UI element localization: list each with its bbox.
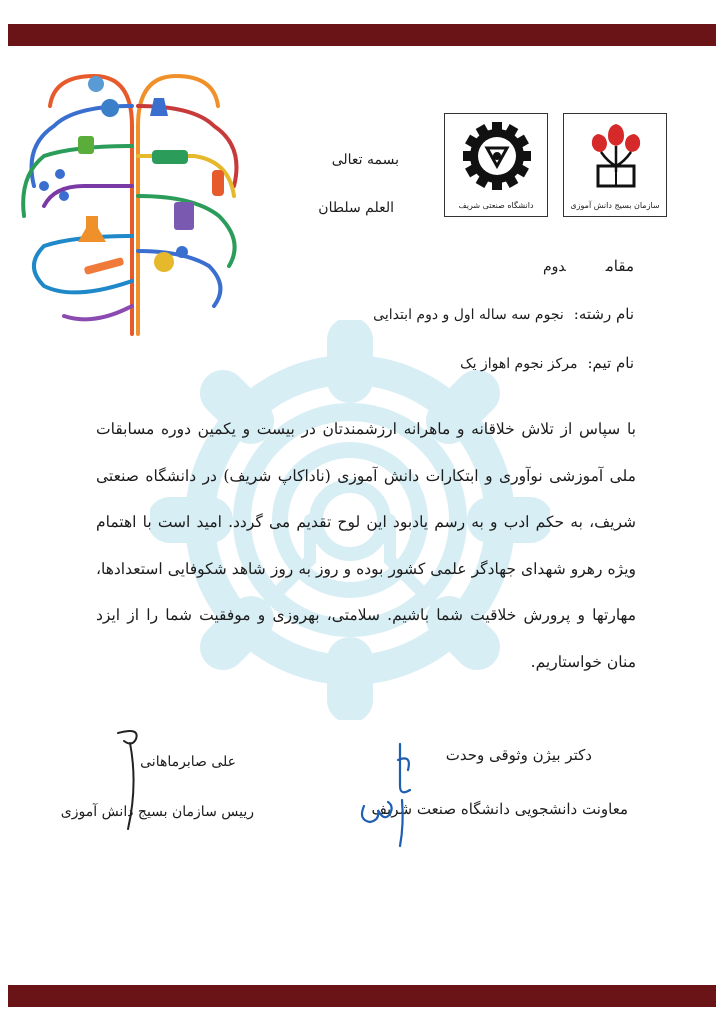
team-label: نام تیم: [587,354,634,372]
rank-row [543,257,634,275]
rank-value: دوم [542,259,566,275]
invocation-bismillah: بسمه تعالی [331,152,399,168]
right-signatory-name: دکتر بیژن وثوقی وحدت [445,746,592,764]
invocation-motto: العلم سلطان [318,200,394,216]
certificate-body-text: با سپاس از تلاش خلاقانه و ماهرانه ارزشمندتان در بیست و یکمین دوره مسابقات ملی آموزشی نوآوری و ابتکارات دانش آموزی (ناداکاپ شریف) در دانشگاه صنعتی شریف، به حکم ادب و به رسم یادبود این لوح تقدیم می گردد. امید است با اهتمام ویژه رهرو شهدای جهادگر علمی کشور بوده و روز به روز شاهد شکوفایی استعدادها، مهارتها و پرورش خلاقیت شما باشیم. سلامتی، بهروزی و موفقیت شما را از ایزد منان خواستاریم. [96,420,636,671]
left-signatory-title: رییس سازمان بسیج دانش آموزی [60,804,254,820]
field-row [373,305,634,323]
basij-organization-logo [563,113,667,217]
field-value: نجوم سه ساله اول و دوم ابتدایی [373,307,564,323]
field-label: نام رشته: [573,305,634,323]
rank-label: مقام [605,257,634,275]
top-border-bar [8,24,716,46]
sharif-university-logo [444,113,548,217]
basij-logo-caption: سازمان بسیج دانش آموزی [570,201,660,210]
sharif-gear-emblem-icon [445,114,549,194]
team-value: مرکز نجوم اهواز یک [460,356,578,372]
bottom-border-bar [8,985,716,1007]
left-signatory-name: علی صابرماهانی [140,754,236,770]
left-signature-icon [110,725,150,835]
brain-tree-logo-icon [14,66,254,338]
tulip-book-emblem-icon [564,114,668,194]
right-signature-icon [350,740,420,850]
right-signatory-title: معاونت دانشجویی دانشگاه صنعت شریف [371,800,628,818]
sharif-logo-caption: دانشگاه صنعتی شریف [458,201,534,210]
team-row [460,354,634,372]
